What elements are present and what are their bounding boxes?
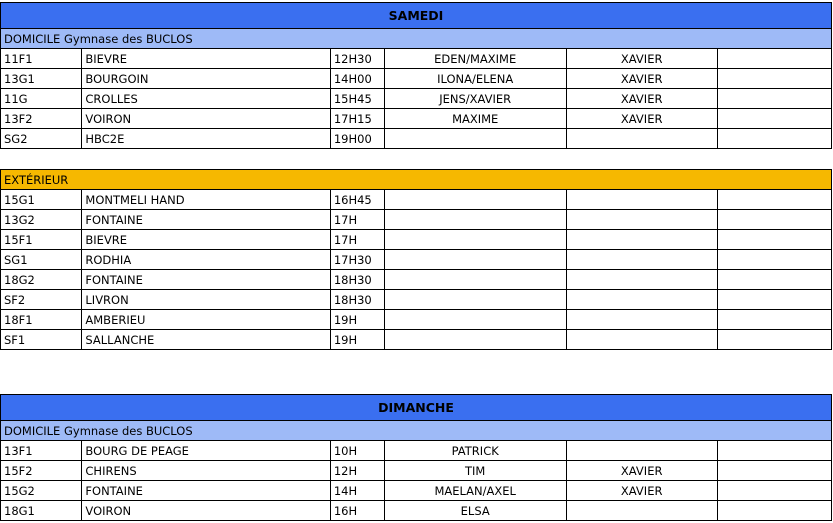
table-row bbox=[1, 270, 832, 290]
extra-cell bbox=[717, 290, 831, 310]
opponent-cell: AMBERIEU bbox=[82, 310, 330, 330]
time-cell: 16H bbox=[330, 501, 384, 521]
table-official-cell: XAVIER bbox=[566, 49, 717, 69]
extra-cell bbox=[717, 230, 831, 250]
referee-cell bbox=[384, 330, 566, 350]
table-official-cell: XAVIER bbox=[566, 89, 717, 109]
extra-cell bbox=[717, 250, 831, 270]
time-cell: 17H bbox=[330, 210, 384, 230]
table-official-cell bbox=[566, 230, 717, 250]
team-cell: 13G2 bbox=[1, 210, 82, 230]
opponent-cell: FONTAINE bbox=[82, 210, 330, 230]
time-cell: 14H00 bbox=[330, 69, 384, 89]
referee-cell bbox=[384, 230, 566, 250]
table-row bbox=[1, 481, 832, 501]
extra-cell bbox=[717, 89, 831, 109]
table-row bbox=[1, 310, 832, 330]
opponent-cell: CROLLES bbox=[82, 89, 330, 109]
samedi-exterieur-table bbox=[0, 169, 832, 350]
extra-cell bbox=[717, 441, 831, 461]
referee-cell bbox=[384, 310, 566, 330]
time-cell: 19H00 bbox=[330, 129, 384, 149]
team-cell: 15G1 bbox=[1, 190, 82, 210]
extra-cell bbox=[717, 49, 831, 69]
time-cell: 16H45 bbox=[330, 190, 384, 210]
opponent-cell: FONTAINE bbox=[82, 270, 330, 290]
referee-cell: MAELAN/AXEL bbox=[384, 481, 566, 501]
table-row bbox=[1, 49, 832, 69]
section-domicile: DOMICILE Gymnase des BUCLOS bbox=[1, 421, 832, 441]
table-row bbox=[1, 230, 832, 250]
day-header-samedi: SAMEDI bbox=[1, 3, 832, 29]
referee-cell: ILONA/ELENA bbox=[384, 69, 566, 89]
table-official-cell bbox=[566, 310, 717, 330]
team-cell: SF1 bbox=[1, 330, 82, 350]
table-official-cell: XAVIER bbox=[566, 481, 717, 501]
referee-cell bbox=[384, 190, 566, 210]
table-row bbox=[1, 290, 832, 310]
table-row bbox=[1, 109, 832, 129]
table-official-cell: XAVIER bbox=[566, 109, 717, 129]
opponent-cell: VOIRON bbox=[82, 501, 330, 521]
team-cell: SF2 bbox=[1, 290, 82, 310]
extra-cell bbox=[717, 270, 831, 290]
opponent-cell: LIVRON bbox=[82, 290, 330, 310]
team-cell: 11F1 bbox=[1, 49, 82, 69]
extra-cell bbox=[717, 109, 831, 129]
time-cell: 15H45 bbox=[330, 89, 384, 109]
opponent-cell: CHIRENS bbox=[82, 461, 330, 481]
table-official-cell bbox=[566, 290, 717, 310]
table-official-cell bbox=[566, 210, 717, 230]
referee-cell bbox=[384, 129, 566, 149]
referee-cell: PATRICK bbox=[384, 441, 566, 461]
referee-cell bbox=[384, 270, 566, 290]
table-row bbox=[1, 250, 832, 270]
referee-cell: TIM bbox=[384, 461, 566, 481]
referee-cell bbox=[384, 250, 566, 270]
team-cell: 13F1 bbox=[1, 441, 82, 461]
dimanche-domicile-table bbox=[0, 394, 832, 521]
team-cell: SG2 bbox=[1, 129, 82, 149]
extra-cell bbox=[717, 310, 831, 330]
team-cell: 18G1 bbox=[1, 501, 82, 521]
table-official-cell: XAVIER bbox=[566, 461, 717, 481]
time-cell: 19H bbox=[330, 310, 384, 330]
team-cell: 15F1 bbox=[1, 230, 82, 250]
opponent-cell: BIEVRE bbox=[82, 230, 330, 250]
time-cell: 17H15 bbox=[330, 109, 384, 129]
team-cell: 15G2 bbox=[1, 481, 82, 501]
time-cell: 18H30 bbox=[330, 290, 384, 310]
team-cell: 18G2 bbox=[1, 270, 82, 290]
time-cell: 14H bbox=[330, 481, 384, 501]
team-cell: 11G bbox=[1, 89, 82, 109]
extra-cell bbox=[717, 330, 831, 350]
opponent-cell: BOURG DE PEAGE bbox=[82, 441, 330, 461]
team-cell: 13F2 bbox=[1, 109, 82, 129]
opponent-cell: VOIRON bbox=[82, 109, 330, 129]
opponent-cell: RODHIA bbox=[82, 250, 330, 270]
opponent-cell: BIEVRE bbox=[82, 49, 330, 69]
table-official-cell bbox=[566, 501, 717, 521]
table-row bbox=[1, 441, 832, 461]
extra-cell bbox=[717, 210, 831, 230]
extra-cell bbox=[717, 481, 831, 501]
opponent-cell: FONTAINE bbox=[82, 481, 330, 501]
table-row bbox=[1, 69, 832, 89]
section-exterieur: EXTÉRIEUR bbox=[1, 170, 832, 190]
time-cell: 12H30 bbox=[330, 49, 384, 69]
day-header-dimanche: DIMANCHE bbox=[1, 395, 832, 421]
extra-cell bbox=[717, 129, 831, 149]
time-cell: 10H bbox=[330, 441, 384, 461]
opponent-cell: SALLANCHE bbox=[82, 330, 330, 350]
extra-cell bbox=[717, 461, 831, 481]
opponent-cell: MONTMELI HAND bbox=[82, 190, 330, 210]
team-cell: 15F2 bbox=[1, 461, 82, 481]
samedi-domicile-table bbox=[0, 2, 832, 149]
referee-cell: EDEN/MAXIME bbox=[384, 49, 566, 69]
table-row bbox=[1, 210, 832, 230]
table-official-cell bbox=[566, 129, 717, 149]
table-row bbox=[1, 461, 832, 481]
table-official-cell bbox=[566, 190, 717, 210]
section-domicile: DOMICILE Gymnase des BUCLOS bbox=[1, 29, 832, 49]
extra-cell bbox=[717, 501, 831, 521]
team-cell: 13G1 bbox=[1, 69, 82, 89]
team-cell: 18F1 bbox=[1, 310, 82, 330]
table-official-cell bbox=[566, 270, 717, 290]
table-row bbox=[1, 89, 832, 109]
extra-cell bbox=[717, 190, 831, 210]
referee-cell: MAXIME bbox=[384, 109, 566, 129]
referee-cell bbox=[384, 210, 566, 230]
referee-cell: JENS/XAVIER bbox=[384, 89, 566, 109]
table-row bbox=[1, 330, 832, 350]
time-cell: 17H30 bbox=[330, 250, 384, 270]
opponent-cell: BOURGOIN bbox=[82, 69, 330, 89]
time-cell: 19H bbox=[330, 330, 384, 350]
table-official-cell bbox=[566, 441, 717, 461]
table-official-cell bbox=[566, 330, 717, 350]
table-official-cell: XAVIER bbox=[566, 69, 717, 89]
time-cell: 17H bbox=[330, 230, 384, 250]
table-row bbox=[1, 501, 832, 521]
referee-cell bbox=[384, 290, 566, 310]
time-cell: 12H bbox=[330, 461, 384, 481]
table-official-cell bbox=[566, 250, 717, 270]
extra-cell bbox=[717, 69, 831, 89]
table-row bbox=[1, 129, 832, 149]
table-row bbox=[1, 190, 832, 210]
referee-cell: ELSA bbox=[384, 501, 566, 521]
team-cell: SG1 bbox=[1, 250, 82, 270]
time-cell: 18H30 bbox=[330, 270, 384, 290]
opponent-cell: HBC2E bbox=[82, 129, 330, 149]
